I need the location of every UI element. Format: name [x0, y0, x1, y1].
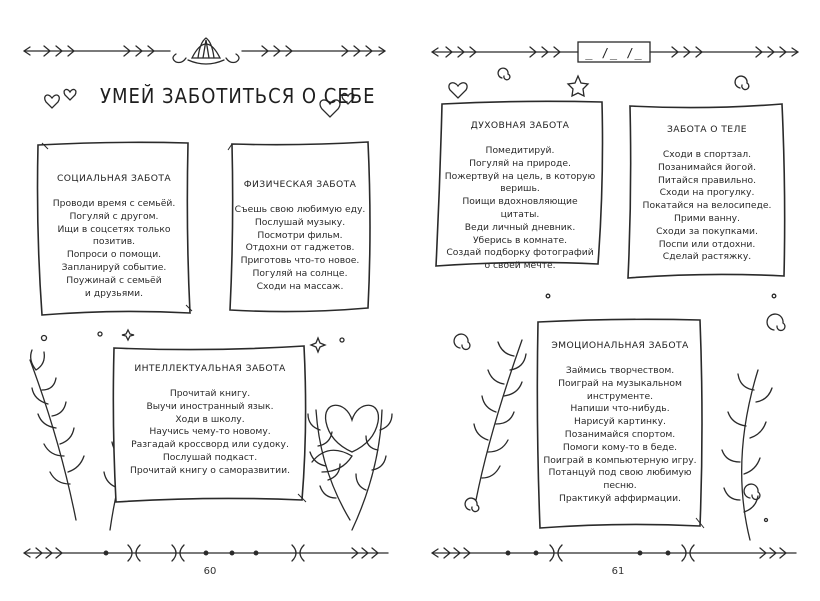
- list-item: Сделай растяжку.: [662, 251, 752, 263]
- card-heading: ЗАБОТА О ТЕЛЕ: [666, 124, 747, 135]
- card-heading: ЭМОЦИОНАЛЬНАЯ ЗАБОТА: [551, 340, 689, 351]
- list-item: позитив.: [92, 236, 136, 248]
- card-heading: ИНТЕЛЛЕКТУАЛЬНАЯ ЗАБОТА: [134, 363, 286, 374]
- heart-icon: [312, 405, 378, 472]
- list-item: инструменте.: [586, 390, 654, 402]
- list-item: Создай подборку фотографий: [446, 247, 594, 259]
- list-item: Посмотри фильм.: [257, 229, 343, 241]
- card-list: [434, 145, 606, 273]
- list-item: Погуляй с другом.: [69, 210, 159, 222]
- list-item: Поиграй в компьютерную игру.: [543, 454, 697, 466]
- list-item: Погуляй на солнце.: [252, 267, 348, 279]
- list-item: Позанимайся спортом.: [564, 428, 676, 440]
- page-title: УМЕЙ ЗАБОТИТЬСЯ О СЕБЕ: [100, 84, 376, 108]
- list-item: Приготовь что-то новое.: [240, 255, 360, 267]
- card-body-care: [626, 104, 788, 280]
- card-intellectual-care: [112, 346, 308, 504]
- list-item: Прочитай книгу о саморазвитии.: [129, 464, 291, 476]
- list-item: песню.: [603, 480, 637, 492]
- list-item: Поиграй на музыкальном: [558, 377, 682, 389]
- list-item: Уберись в комнате.: [472, 234, 568, 246]
- card-heading: ФИЗИЧЕСКАЯ ЗАБОТА: [243, 179, 357, 190]
- card-heading: СОЦИАЛЬНАЯ ЗАБОТА: [56, 173, 172, 184]
- list-item: Поспи или отдохни.: [658, 238, 756, 250]
- list-item: Научись чему-то новому.: [149, 426, 271, 438]
- card-list: [36, 198, 192, 300]
- card-spiritual-care: [434, 100, 606, 272]
- arrow-divider-icon: [24, 46, 385, 56]
- card-list: [112, 388, 308, 478]
- page-number: 60: [203, 566, 217, 577]
- card-physical-care: [228, 142, 372, 314]
- list-item: цитаты.: [500, 208, 540, 220]
- list-item: Займись творчеством.: [565, 365, 675, 376]
- list-item: Сходи за покупками.: [656, 225, 758, 237]
- list-item: Съешь свою любимую еду.: [234, 204, 366, 215]
- card-emotional-care: [536, 318, 704, 530]
- list-item: Ищи в соцсетях только: [57, 223, 171, 235]
- list-item: Прочитай книгу.: [169, 388, 251, 399]
- card-list: [626, 149, 788, 264]
- list-item: Помоги кому-то в беде.: [562, 441, 678, 453]
- list-item: Сходи на массаж.: [256, 280, 344, 292]
- list-item: Послушай подкаст.: [162, 451, 258, 463]
- list-item: Помедитируй.: [485, 145, 555, 156]
- list-item: Послушай музыку.: [254, 216, 346, 228]
- list-item: Отдохни от гаджетов.: [245, 242, 355, 254]
- star-icon: [568, 76, 588, 96]
- list-item: Запланируй событие.: [61, 261, 167, 273]
- leaf-branch-icon: [474, 340, 526, 500]
- arrow-divider-icon: [24, 545, 388, 561]
- list-item: Потанцуй под свою любимую: [548, 467, 692, 479]
- list-item: веришь.: [500, 183, 540, 195]
- leaf-branch-icon: [722, 370, 772, 540]
- leaf-branch-icon: [308, 410, 392, 530]
- page-number: 61: [611, 566, 625, 577]
- list-item: Поищи вдохновляющие: [462, 196, 578, 208]
- list-item: Ходи в школу.: [175, 413, 245, 425]
- list-item: Погуляй на природе.: [469, 157, 571, 169]
- list-item: Поужинай с семьёй: [66, 274, 162, 286]
- card-social-care: [36, 141, 192, 317]
- card-heading: ДУХОВНАЯ ЗАБОТА: [470, 120, 570, 131]
- right-page: [410, 0, 820, 601]
- list-item: Практикуй аффирмации.: [559, 492, 681, 504]
- card-list: [536, 365, 704, 506]
- list-item: Выучи иностранный язык.: [146, 400, 274, 412]
- list-item: Прими ванну.: [674, 212, 740, 224]
- list-item: Сходи на прогулку.: [659, 187, 755, 199]
- list-item: Напиши что-нибудь.: [570, 403, 670, 415]
- list-item: Позанимайся йогой.: [658, 161, 756, 173]
- list-item: и друзьями.: [84, 287, 144, 299]
- card-list: [228, 204, 372, 294]
- list-item: Сходи в спортзал.: [662, 149, 752, 160]
- list-item: Покатайся на велосипеде.: [642, 200, 772, 212]
- list-item: Нарисуй картинку.: [574, 416, 666, 428]
- list-item: Попроси о помощи.: [66, 249, 162, 261]
- list-item: о своей мечте.: [484, 260, 556, 272]
- list-item: Веди личный дневник.: [464, 221, 576, 233]
- shell-fan-icon: [173, 38, 239, 64]
- arrow-divider-icon: [432, 545, 796, 561]
- list-item: Разгадай кроссворд или судоку.: [131, 439, 289, 451]
- list-item: Питайся правильно.: [657, 174, 757, 186]
- heart-icon: [449, 83, 467, 98]
- list-item: Пожертвуй на цель, в которую: [444, 170, 596, 182]
- list-item: Проводи время с семьёй.: [52, 198, 176, 209]
- date-field: _ /_ /_: [585, 46, 643, 60]
